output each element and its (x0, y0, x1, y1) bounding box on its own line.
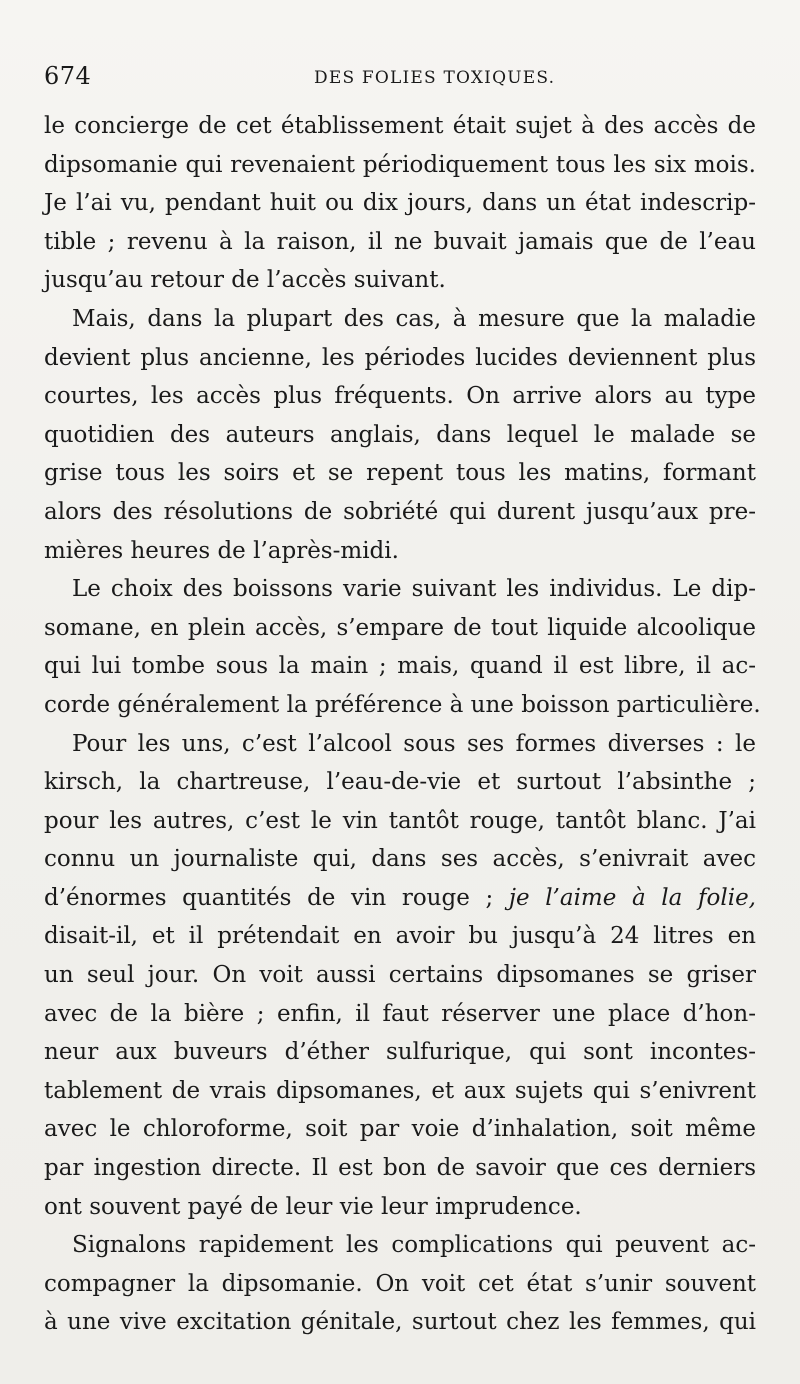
text-line (44, 840, 756, 879)
text-line-content: ont souvent payé de leur vie leur imprudence. (44, 1193, 582, 1220)
text-line (44, 1072, 756, 1111)
text-line (44, 377, 756, 416)
text-line (44, 146, 756, 185)
text-line-content: par ingestion directe. Il est bon de savoir que ces derniers (44, 1155, 756, 1182)
text-line-content: avec de la bière ; enfin, il faut réserver une place d’hon- (44, 1000, 756, 1027)
text-line (44, 1265, 756, 1304)
text-line-content: avec le chloroforme, soit par voie d’inhalation, soit même (44, 1116, 756, 1143)
text-line-content: corde généralement la préférence à une boisson particulière. (44, 691, 761, 718)
text-line (44, 339, 756, 378)
text-line (44, 1188, 756, 1227)
text-line (44, 493, 756, 532)
running-title: DES FOLIES TOXIQUES. (314, 68, 556, 88)
italic-quote: je l’aime à la folie, (508, 884, 756, 911)
text-line-content: devient plus ancienne, les périodes lucides deviennent plus (44, 344, 756, 371)
text-line-content: mières heures de l’après-midi. (44, 537, 399, 564)
text-line (44, 300, 756, 339)
text-line (44, 1110, 756, 1149)
text-line-content: tablement de vrais dipsomanes, et aux sujets qui s’enivrent (44, 1077, 756, 1104)
text-line-content: Je l’ai vu, pendant huit ou dix jours, dans un état indescrip- (44, 190, 756, 217)
text-line (44, 107, 756, 146)
text-line-content: pour les autres, c’est le vin tantôt rouge, tantôt blanc. J’ai (44, 807, 756, 834)
text-line-content: somane, en plein accès, s’empare de tout liquide alcoolique (44, 614, 756, 641)
text-line (44, 879, 756, 918)
text-line-content: qui lui tombe sous la main ; mais, quand il est libre, il ac- (44, 653, 756, 680)
text-line (44, 416, 756, 455)
text-line-content: compagner la dipsomanie. On voit cet état s’unir souvent (44, 1270, 756, 1297)
text-line (44, 223, 756, 262)
text-line (44, 1033, 756, 1072)
text-line (44, 570, 756, 609)
text-line-content: kirsch, la chartreuse, l’eau-de-vie et surtout l’absinthe ; (44, 769, 756, 796)
text-line-content: à une vive excitation génitale, surtout chez les femmes, qui (44, 1309, 756, 1336)
text-line-content: quotidien des auteurs anglais, dans lequel le malade se (44, 421, 756, 448)
body-text (44, 107, 761, 1342)
text-line (44, 184, 756, 223)
text-line-content: Mais, dans la plupart des cas, à mesure que la maladie (72, 305, 756, 332)
text-line-content: alors des résolutions de sobriété qui durent jusqu’aux pre- (44, 498, 756, 525)
text-line-content: Signalons rapidement les complications qui peuvent ac- (72, 1232, 756, 1259)
text-line (44, 261, 756, 300)
text-line (44, 763, 756, 802)
text-line-content: Le choix des boissons varie suivant les individus. Le dip- (72, 576, 756, 603)
text-line-content: jusqu’au retour de l’accès suivant. (44, 267, 446, 294)
text-line (44, 725, 756, 764)
text-line (44, 647, 756, 686)
text-line-content: le concierge de cet établissement était sujet à des accès de (44, 113, 756, 139)
text-line (44, 1226, 756, 1265)
text-line (44, 956, 756, 995)
text-line (44, 995, 756, 1034)
text-line-content: d’énormes quantités de vin rouge ; (44, 884, 509, 911)
text-line (44, 802, 756, 841)
text-line-content: tible ; revenu à la raison, il ne buvait jamais que de l’eau (44, 228, 756, 255)
text-line (44, 609, 756, 648)
text-line-content: courtes, les accès plus fréquents. On arrive alors au type (44, 383, 756, 410)
text-line-content: neur aux buveurs d’éther sulfurique, qui sont incontes- (44, 1039, 756, 1066)
text-line (44, 1303, 756, 1342)
text-line (44, 454, 756, 493)
text-line-content: un seul jour. On voit aussi certains dipsomanes se griser (44, 962, 756, 989)
text-line-content: Pour les uns, c’est l’alcool sous ses formes diverses : le (72, 730, 756, 757)
text-line (44, 686, 761, 725)
page-header (44, 62, 756, 96)
text-line-content: dipsomanie qui revenaient périodiquement tous les six mois. (44, 151, 756, 178)
text-line (44, 917, 756, 956)
page-number: 674 (44, 62, 92, 90)
text-line (44, 1149, 756, 1188)
text-line-content: disait-il, et il prétendait en avoir bu jusqu’à 24 litres en (44, 923, 756, 950)
text-line-content: connu un journaliste qui, dans ses accès, s’enivrait avec (44, 846, 756, 873)
text-line-content: grise tous les soirs et se repent tous les matins, formant (44, 460, 756, 487)
text-line (44, 532, 756, 571)
